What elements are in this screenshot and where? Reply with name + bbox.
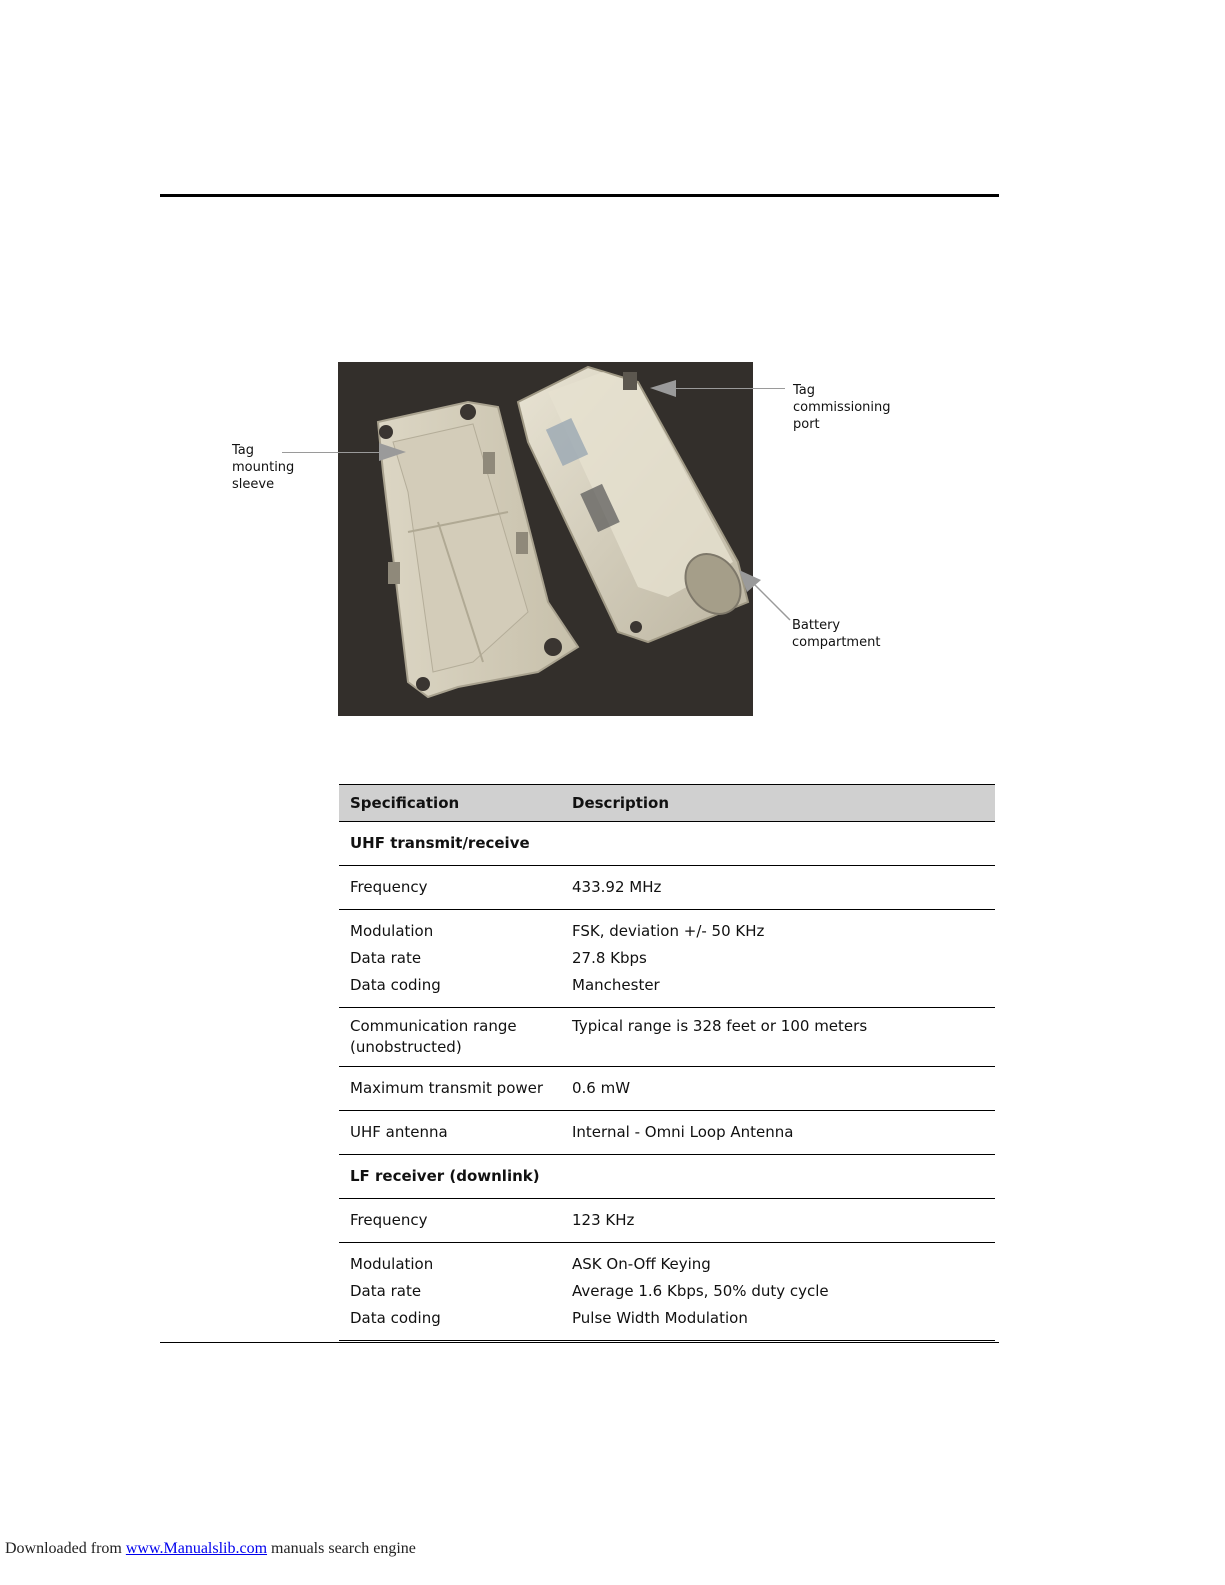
table-row — [339, 1111, 995, 1155]
footer-suffix: manuals search engine — [267, 1540, 416, 1557]
leader-line-mounting-sleeve — [282, 452, 380, 453]
arrow-battery-compartment — [735, 570, 795, 625]
product-photo — [338, 362, 753, 716]
section-row-lf — [339, 1155, 995, 1199]
spec-label: Data rate — [350, 1282, 422, 1300]
section-row-uhf — [339, 822, 995, 866]
spec-value: Average 1.6 Kbps, 50% duty cycle — [572, 1282, 829, 1300]
spec-value: 123 KHz — [572, 1211, 635, 1229]
table-row — [339, 1199, 995, 1243]
footer-rule — [160, 1342, 999, 1343]
leader-line-commissioning-port — [675, 388, 785, 389]
section-title: LF receiver (downlink) — [339, 1155, 995, 1199]
arrow-mounting-sleeve — [378, 442, 408, 462]
spec-value: Pulse Width Modulation — [572, 1309, 748, 1327]
spec-label: Maximum transmit power — [350, 1079, 544, 1097]
table-row — [339, 866, 995, 910]
table-header-row — [339, 785, 995, 822]
manualslib-link[interactable]: www.Manualslib.com — [125, 1540, 268, 1557]
table-row — [339, 910, 995, 1008]
spec-value: FSK, deviation +/- 50 KHz — [572, 922, 765, 940]
arrow-commissioning-port — [648, 379, 678, 399]
spec-value: ASK On-Off Keying — [572, 1255, 711, 1273]
table-row — [339, 1067, 995, 1111]
spec-value: 433.92 MHz — [572, 878, 662, 896]
spec-label: Data rate — [350, 949, 422, 967]
spec-label: Modulation — [350, 922, 434, 940]
callout-commissioning-port: Tag commissioning port — [793, 383, 891, 432]
table-row — [339, 1008, 995, 1067]
section-title: UHF transmit/receive — [339, 822, 995, 866]
header-specification: Specification — [339, 785, 561, 822]
spec-label: Modulation — [350, 1255, 434, 1273]
download-footer — [5, 1540, 416, 1558]
spec-label: Data coding — [350, 1309, 441, 1327]
spec-value: Internal - Omni Loop Antenna — [572, 1123, 794, 1141]
spec-label: Frequency — [350, 1211, 428, 1229]
callout-battery-compartment: Battery compartment — [792, 618, 881, 650]
header-rule — [160, 194, 999, 197]
spec-label: Data coding — [350, 976, 441, 994]
spec-value: Manchester — [572, 976, 660, 994]
spec-label: UHF antenna — [350, 1123, 448, 1141]
spec-label: Communication range (unobstructed) — [350, 1017, 517, 1056]
callout-mounting-sleeve: Tag mounting sleeve — [232, 443, 295, 492]
specification-table — [339, 784, 995, 1341]
table-row — [339, 1243, 995, 1341]
spec-value: 0.6 mW — [572, 1079, 631, 1097]
spec-value: Typical range is 328 feet or 100 meters — [572, 1017, 868, 1035]
spec-value: 27.8 Kbps — [572, 949, 647, 967]
header-description: Description — [561, 785, 995, 822]
spec-label: Frequency — [350, 878, 428, 896]
footer-prefix: Downloaded from — [5, 1540, 122, 1557]
